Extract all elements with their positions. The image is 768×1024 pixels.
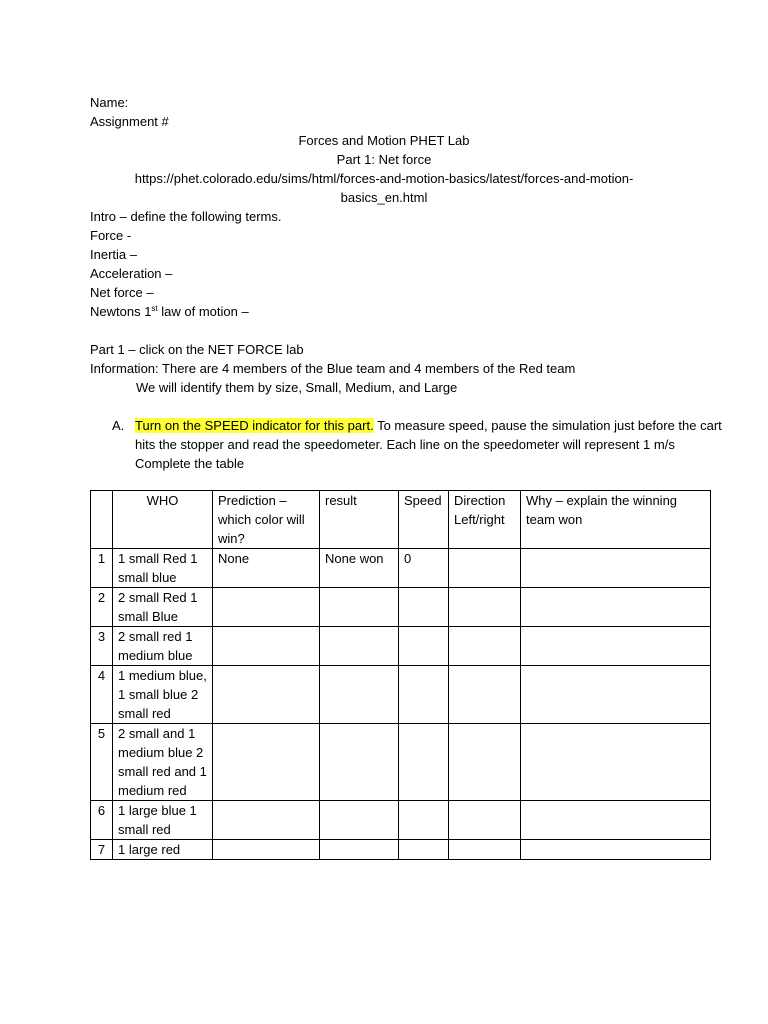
row-who: 2 small red 1 medium blue [113, 627, 213, 666]
complete-table-label: Complete the table [135, 456, 245, 471]
row-who: 1 large blue 1 small red [113, 801, 213, 840]
speed-highlight-text: Turn on the SPEED indicator for this part. [135, 418, 374, 433]
row-num: 7 [91, 840, 113, 860]
table-row [91, 666, 711, 724]
row-why[interactable] [521, 549, 711, 588]
header-why: Why – explain the winning team won [521, 491, 711, 549]
row-direction[interactable] [449, 840, 521, 860]
row-speed[interactable] [399, 801, 449, 840]
row-num: 1 [91, 549, 113, 588]
header-result: result [320, 491, 399, 549]
table-row [91, 840, 711, 860]
row-direction[interactable] [449, 549, 521, 588]
row-prediction[interactable] [213, 588, 320, 627]
header-who: WHO [113, 491, 213, 549]
document-title: Forces and Motion PHET Lab [298, 133, 470, 148]
row-result[interactable] [320, 801, 399, 840]
header-prediction: Prediction – which color will win? [213, 491, 320, 549]
term-force: Force - [90, 228, 132, 243]
table-header-row [91, 491, 711, 549]
url-line-2: basics_en.html [340, 190, 428, 205]
row-speed[interactable] [399, 588, 449, 627]
row-direction[interactable] [449, 666, 521, 724]
row-speed[interactable] [399, 840, 449, 860]
row-why[interactable] [521, 801, 711, 840]
row-prediction[interactable]: None [213, 549, 320, 588]
row-speed[interactable] [399, 627, 449, 666]
row-num: 3 [91, 627, 113, 666]
header-direction: Direction Left/right [449, 491, 521, 549]
results-table-wrapper [90, 490, 711, 860]
table-row [91, 801, 711, 840]
row-why[interactable] [521, 724, 711, 801]
row-who: 1 medium blue, 1 small blue 2 small red [113, 666, 213, 724]
row-who: 1 small Red 1 small blue [113, 549, 213, 588]
part1-identify: We will identify them by size, Small, Medium, and Large [136, 380, 458, 395]
term-net-force: Net force – [90, 285, 154, 300]
newton-prefix: Newtons 1 [90, 304, 152, 319]
url-line-1: https://phet.colorado.edu/sims/html/forces-and-motion-basics/latest/forces-and-motion- [134, 171, 634, 186]
document-page [90, 93, 740, 473]
speed-instructions: To measure speed, pause the simulation just before the cart hits the stopper and read the speedometer. Each line on the speedometer will represent 1 m/s [135, 418, 722, 452]
row-prediction[interactable] [213, 724, 320, 801]
newton-suffix: law of motion – [157, 304, 249, 319]
row-speed[interactable] [399, 724, 449, 801]
row-result[interactable] [320, 588, 399, 627]
row-prediction[interactable] [213, 840, 320, 860]
row-num: 6 [91, 801, 113, 840]
header-num [91, 491, 113, 549]
row-direction[interactable] [449, 588, 521, 627]
term-inertia: Inertia – [90, 247, 137, 262]
newton-superscript: st [151, 304, 158, 313]
row-direction[interactable] [449, 801, 521, 840]
part1-information: Information: There are 4 members of the Blue team and 4 members of the Red team [90, 361, 576, 376]
table-row [91, 627, 711, 666]
row-prediction[interactable] [213, 627, 320, 666]
row-result[interactable] [320, 666, 399, 724]
row-num: 4 [91, 666, 113, 724]
name-label: Name: [90, 95, 129, 110]
table-row [91, 724, 711, 801]
table-row [91, 588, 711, 627]
document-subtitle: Part 1: Net force [336, 152, 432, 167]
term-acceleration: Acceleration – [90, 266, 173, 281]
row-num: 5 [91, 724, 113, 801]
row-result[interactable] [320, 627, 399, 666]
header-speed: Speed [399, 491, 449, 549]
row-direction[interactable] [449, 724, 521, 801]
row-result[interactable]: None won [320, 549, 399, 588]
row-direction[interactable] [449, 627, 521, 666]
part1-heading: Part 1 – click on the NET FORCE lab [90, 342, 304, 357]
row-result[interactable] [320, 724, 399, 801]
list-item-a [90, 416, 735, 473]
row-why[interactable] [521, 840, 711, 860]
row-who: 2 small Red 1 small Blue [113, 588, 213, 627]
term-newtons-first-law [90, 302, 740, 321]
results-table [90, 490, 711, 860]
row-num: 2 [91, 588, 113, 627]
row-result[interactable] [320, 840, 399, 860]
row-prediction[interactable] [213, 666, 320, 724]
row-why[interactable] [521, 666, 711, 724]
assignment-label: Assignment # [90, 114, 169, 129]
row-why[interactable] [521, 588, 711, 627]
row-speed[interactable]: 0 [399, 549, 449, 588]
row-why[interactable] [521, 627, 711, 666]
row-who: 1 large red [113, 840, 213, 860]
row-prediction[interactable] [213, 801, 320, 840]
row-speed[interactable] [399, 666, 449, 724]
table-row [91, 549, 711, 588]
row-who: 2 small and 1 medium blue 2 small red and 1 medium red [113, 724, 213, 801]
intro-heading: Intro – define the following terms. [90, 209, 282, 224]
list-marker: A. [112, 418, 125, 433]
